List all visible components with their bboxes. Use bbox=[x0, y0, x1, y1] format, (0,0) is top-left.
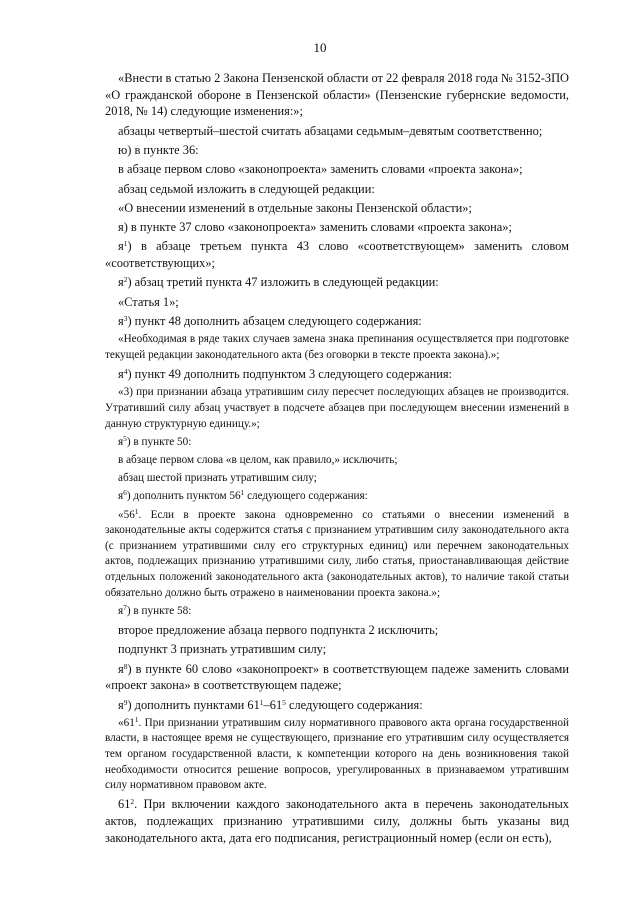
paragraph: «Внести в статью 2 Закона Пензенской области от 22 февраля 2018 года № 3152-ЗПО «О гражданской обороне в Пензенской области» (Пензенские губернские ведомости, 2018, № 14) следующие изменения:»; bbox=[105, 71, 569, 119]
paragraph: $я^2$) абзац третий пункта 47 изложить в следующей редакции: bbox=[118, 275, 439, 290]
paragraph: в абзаце первом слова «в целом, как правило,» исключить; bbox=[118, 454, 398, 467]
paragraph: второе предложение абзаца первого подпункта 2 исключить; bbox=[118, 622, 439, 637]
paragraph: в абзаце первом слово «законопроекта» заменить словами «проекта закона»; bbox=[118, 162, 523, 177]
paragraph: «Статья 1»; bbox=[118, 294, 179, 309]
paragraph: $я^8$) в пункте 60 слово «законопроект» в соответствующем падеже заменить словами «проект закона» в соответствующем падеже; bbox=[105, 661, 569, 693]
paragraph: $я^3$) пункт 48 дополнить абзацем следующего содержания: bbox=[118, 314, 422, 329]
paragraph: абзац седьмой изложить в следующей редакции: bbox=[118, 181, 375, 196]
paragraph: ю) в пункте 36: bbox=[118, 143, 199, 157]
paragraph: $я^5$) в пункте 50: bbox=[118, 433, 192, 448]
paragraph: $я^7$) в пункте 58: bbox=[118, 602, 192, 617]
paragraph: я) в пункте 37 слово «законопроекта» заменить словами «проекта закона»; bbox=[118, 220, 512, 235]
paragraph: $61^2$. При включении каждого законодательного акта в перечень законодательных актов, подлежащих признанию утратившими силу, должны быть указаны вид законодательного акта, дата его подписания, регистрационный номер (если он есть), bbox=[105, 797, 569, 845]
paragraph: $я^4$) пункт 49 дополнить подпунктом 3 следующего содержания: bbox=[118, 367, 452, 382]
quoted-paragraph: «3) при признании абзаца утратившим силу пересчет последующих абзацев не производится. Утративший силу абзац участвует в подсчете абзацев при последующем внесении изменений в данную структурную единицу.»; bbox=[105, 386, 569, 430]
paragraph: $я^9$) дополнить пунктами $61^1-61^5$ следующего содержания: bbox=[118, 697, 423, 712]
quoted-paragraph: «Необходимая в ряде таких случаев замена знака препинания осуществляется при подготовке текущей редакции законодательного акта (без оговорки в тексте проекта закона).»; bbox=[105, 333, 569, 361]
document-body bbox=[105, 70, 569, 849]
paragraph: $я^1$) в абзаце третьем пункта 43 слово «соответствующем» заменить словом «соответствующих»; bbox=[105, 239, 569, 271]
paragraph: абзацы четвертый–шестой считать абзацами седьмым–девятым соответственно; bbox=[118, 123, 543, 138]
paragraph: подпункт 3 признать утратившим силу; bbox=[118, 642, 327, 657]
page-number: 10 bbox=[313, 40, 327, 55]
quoted-paragraph: «$56^1$. Если в проекте закона одновременно со статьями о внесении изменений в законодательные акты содержится статья с признанием утратившим силу законодательного акта (с признанием утратившими силу его структурных единиц) или перечнем законодательных актов, подлежащих признанию утратившими силу, либо статья, приостанавливающая действие отдельных положений законодательного акта (законодательных актов), то наличие такой статьи обязательно должно быть отражено в наименовании проекта закона.»; bbox=[105, 506, 569, 599]
paragraph: абзац шестой признать утратившим силу; bbox=[118, 472, 317, 485]
paragraph: «О внесении изменений в отдельные законы Пензенской области»; bbox=[118, 200, 472, 215]
quoted-paragraph: «$61^1$. При признании утратившим силу нормативного правового акта органа государственной власти, в настоящее время не существующего, признание его утратившим силу осуществляется тем органом государственной власти, к компетенции которого на день возникновения такой необходимости относится решение вопросов, урегулированных в признаваемом утратившим силу нормативном правовом акте. bbox=[105, 714, 569, 792]
paragraph: $я^6$) дополнить пунктом $56^1$ следующего содержания: bbox=[118, 488, 368, 503]
